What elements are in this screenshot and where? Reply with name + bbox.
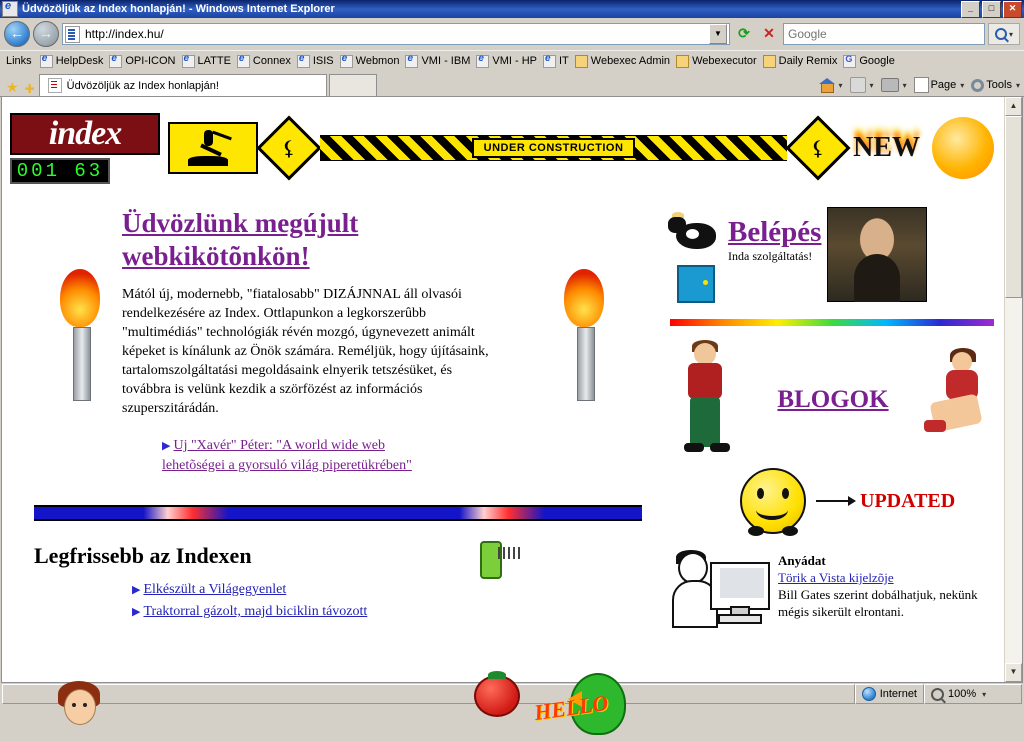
vista-news-body: Bill Gates szerint dobálhatjuk, nekünk mégis sikerült elrontani. — [778, 587, 978, 619]
fighter-male-graphic — [670, 343, 744, 457]
page-icon — [914, 77, 929, 93]
bullet-icon: ▶ — [132, 606, 141, 618]
folder-icon — [676, 55, 689, 68]
links-label: Links — [6, 55, 32, 67]
home-button[interactable] — [819, 78, 843, 92]
chevron-down-icon: ▾ — [960, 80, 965, 90]
ie-icon — [109, 55, 122, 68]
print-button[interactable] — [881, 78, 907, 92]
scroll-up-button[interactable]: ▲ — [1005, 97, 1022, 116]
teaser-link[interactable]: Uj "Xavér" Péter: "A world wide web lehetõségei a gyorsuló világ piperetükrében" — [162, 438, 412, 473]
tomato-graphic — [474, 675, 520, 717]
stop-icon[interactable]: ✕ — [763, 25, 775, 41]
scroll-down-button[interactable]: ▼ — [1005, 663, 1022, 682]
chevron-down-icon: ▾ — [838, 80, 843, 90]
globe-icon — [862, 687, 876, 701]
link-connex[interactable] — [237, 55, 291, 68]
green-robot-graphic — [474, 537, 520, 583]
girl-avatar-graphic — [56, 679, 104, 731]
page-menu-button[interactable] — [914, 77, 965, 93]
link-it[interactable] — [543, 55, 569, 68]
person-at-computer-graphic — [670, 552, 770, 628]
scrollbar-thumb[interactable] — [1005, 116, 1022, 298]
vista-news-text — [778, 552, 994, 628]
ie-icon — [340, 55, 353, 68]
zoom-control[interactable] — [924, 684, 1022, 704]
teaser-link-block — [162, 436, 442, 475]
flaming-torch-left-icon — [60, 269, 104, 399]
pedestrian-glyph: ⚸ — [281, 137, 297, 160]
link-label: Webmon — [355, 55, 400, 67]
link-label: HelpDesk — [55, 55, 104, 67]
ie-icon — [40, 55, 53, 68]
rss-icon — [850, 77, 866, 93]
ie-icon — [297, 55, 310, 68]
blogs-link[interactable]: BLOGOK — [777, 386, 889, 413]
page-title: Üdvözlünk megújult webkikötõnkön! — [122, 208, 359, 271]
exit-door-icon — [677, 265, 715, 303]
news-list — [132, 579, 652, 623]
under-construction-label: UNDER CONSTRUCTION — [472, 138, 636, 158]
sun-graphic — [932, 117, 994, 179]
folder-icon — [575, 55, 588, 68]
arrow-icon — [816, 500, 854, 502]
section-heading: Legfrissebb az Indexen — [34, 543, 252, 568]
status-message — [2, 684, 855, 704]
link-helpdesk[interactable] — [40, 55, 104, 68]
news-link[interactable]: Elkészült a Világegyenlet — [143, 582, 287, 597]
pedestrian-sign-icon — [256, 115, 321, 180]
address-input[interactable] — [83, 26, 709, 42]
construction-worker-sign-icon — [168, 122, 258, 174]
tab-title: Üdvözöljük az Index honlapján! — [66, 79, 219, 92]
ie-icon — [476, 55, 489, 68]
link-vmi-ibm[interactable] — [405, 55, 470, 68]
link-label: OPI-ICON — [125, 55, 176, 67]
updated-block — [740, 468, 994, 534]
fighter-female-graphic — [922, 350, 994, 450]
link-label: ISIS — [312, 55, 334, 67]
gear-icon — [971, 79, 984, 92]
maximize-button[interactable]: □ — [982, 1, 1001, 18]
banner-strip — [2, 103, 1004, 193]
vista-news-block — [670, 552, 994, 628]
left-column — [12, 207, 652, 726]
link-webexecutor[interactable] — [676, 55, 757, 68]
search-caret-icon: ▾ — [1008, 29, 1013, 39]
hello-text: HELLO — [532, 689, 610, 726]
news-link[interactable]: Traktorral gázolt, majd biciklin távozott — [143, 604, 368, 619]
link-isis[interactable] — [297, 55, 334, 68]
hello-parrot-graphic — [532, 669, 626, 741]
flaming-torch-right-icon — [564, 269, 608, 399]
favorites-star-icon[interactable]: ★ — [6, 79, 19, 95]
intro-paragraph: Mától új, modernebb, "fiatalosabb" DIZÁJNNAL áll olvasói rendelkezésére az Index. Ottlapunkon a legkorszerûbb "multimédiás" technológiák révén mozgó, úgynevezett animált képeket is kínálunk az Önök számára. Reméljük, hogy újításaink, tartalomszolgáltatási megoldásaink elnyerik tetszésüket, és továbbra is velünk kezdik a szörfözést az információs szuperszitárádán. — [122, 287, 489, 416]
mona-lisa-graphic — [827, 207, 927, 302]
new-badge: NEW — [853, 132, 920, 163]
vista-news-link[interactable]: Törik a Vista kijelzõje — [778, 570, 894, 585]
link-label: Connex — [252, 55, 291, 67]
bullet-icon: ▶ — [162, 440, 171, 452]
home-icon — [819, 78, 835, 92]
navigation-toolbar — [0, 18, 1024, 50]
vertical-scrollbar[interactable] — [1004, 97, 1022, 682]
section-divider — [34, 505, 642, 521]
minimize-button[interactable]: _ — [961, 1, 980, 18]
scrollbar-track[interactable] — [1005, 116, 1022, 663]
window-controls — [961, 1, 1022, 18]
link-label: VMI - HP — [492, 55, 537, 67]
search-go-button[interactable] — [988, 23, 1020, 45]
pedestrian-sign-icon-2 — [786, 115, 851, 180]
ie-icon — [182, 55, 195, 68]
search-input[interactable] — [786, 26, 982, 42]
link-daily-remix[interactable] — [763, 55, 838, 68]
zone-label: Internet — [879, 688, 917, 700]
blogs-block — [670, 340, 994, 460]
ie-icon — [2, 1, 18, 17]
page-menu-label: Page — [930, 79, 957, 91]
updated-badge: UPDATED — [860, 489, 956, 512]
address-dropdown-button[interactable]: ▼ — [709, 24, 727, 44]
right-column — [652, 207, 994, 628]
under-construction-bar — [320, 135, 787, 161]
link-webmon[interactable] — [340, 55, 400, 68]
list-item[interactable] — [132, 601, 652, 623]
google-icon — [843, 55, 856, 68]
bullet-icon: ▶ — [132, 584, 141, 596]
chevron-down-icon: ▾ — [1015, 80, 1020, 90]
hit-counter: 001 63 — [10, 158, 110, 184]
cow-graphic — [670, 213, 722, 261]
page-icon — [65, 26, 80, 43]
login-subtitle: Inda szolgáltatás! — [728, 249, 813, 263]
title-bar — [0, 0, 1024, 18]
index-logo-text: index — [10, 113, 160, 155]
search-box[interactable] — [783, 23, 985, 45]
chevron-down-icon: ▾ — [869, 80, 874, 90]
chevron-down-icon: ▾ — [982, 689, 987, 699]
list-item[interactable] — [132, 579, 652, 601]
chevron-down-icon: ▾ — [902, 80, 907, 90]
link-label: VMI - IBM — [421, 55, 471, 67]
command-bar — [819, 77, 1020, 96]
link-latte[interactable] — [182, 55, 231, 68]
link-label: LATTE — [197, 55, 231, 67]
index-logo[interactable] — [10, 113, 160, 184]
ie-icon — [237, 55, 250, 68]
link-label: Google — [859, 55, 895, 67]
browser-tab[interactable] — [39, 74, 327, 96]
login-block — [670, 207, 994, 303]
rainbow-divider — [670, 319, 994, 326]
new-tab-button[interactable] — [329, 74, 377, 96]
links-toolbar — [0, 50, 1024, 71]
tab-bar — [0, 71, 1024, 97]
link-label: Webexec Admin — [590, 55, 671, 67]
search-icon — [995, 28, 1007, 40]
vista-news-title: Anyádat — [778, 553, 826, 568]
tab-favicon — [48, 78, 62, 93]
smiley-graphic — [740, 468, 806, 534]
ie-icon — [405, 55, 418, 68]
link-opi-icon[interactable] — [109, 55, 175, 68]
back-button[interactable]: ← — [4, 21, 30, 47]
zoom-icon — [931, 688, 944, 701]
add-favorite-icon[interactable]: ✚ — [24, 82, 35, 96]
close-button[interactable]: ✕ — [1003, 1, 1022, 18]
forward-button[interactable]: → — [33, 21, 59, 47]
refresh-icon[interactable]: ⟳ — [738, 25, 750, 41]
link-label: Daily Remix — [778, 55, 838, 67]
folder-icon — [763, 55, 776, 68]
address-bar[interactable] — [62, 23, 730, 45]
window-title: Üdvözöljük az Index honlapján! - Windows Internet Explorer — [22, 3, 335, 15]
security-zone[interactable] — [855, 684, 924, 704]
print-icon — [881, 78, 899, 92]
tools-menu-label: Tools — [986, 79, 1012, 91]
feeds-button[interactable] — [850, 77, 874, 93]
zoom-level: 100% — [948, 688, 977, 700]
link-webexec-admin[interactable] — [575, 55, 670, 68]
link-label: Webexecutor — [692, 55, 757, 67]
tools-menu-button[interactable] — [971, 79, 1020, 92]
pedestrian-glyph: ⚸ — [810, 137, 826, 160]
link-google[interactable] — [843, 55, 894, 68]
link-vmi-hp[interactable] — [476, 55, 537, 68]
link-label: IT — [558, 55, 569, 67]
login-link[interactable]: Belépés — [728, 216, 822, 248]
ie-icon — [543, 55, 556, 68]
